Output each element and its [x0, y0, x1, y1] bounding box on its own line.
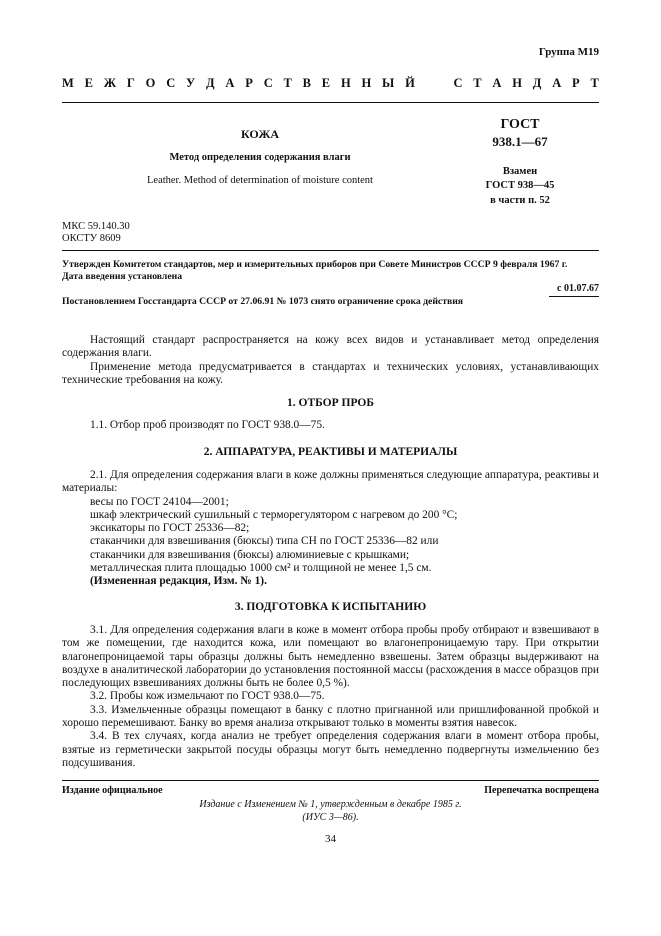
section-heading: 1. ОТБОР ПРОБ — [287, 397, 374, 409]
section-2 — [62, 469, 599, 589]
banner-letter: Й — [405, 76, 415, 90]
replaces-standard: ГОСТ 938—45 — [485, 180, 555, 191]
section-heading: 3. ПОДГОТОВКА К ИСПЫТАНИЮ — [234, 601, 427, 613]
banner-letter: С — [453, 76, 463, 90]
banner-letter: В — [302, 76, 311, 90]
banner-letter: О — [145, 76, 156, 90]
official-edition: Издание официальное — [62, 785, 163, 796]
banner-letter: Р — [572, 76, 580, 90]
banner-letter: Е — [84, 76, 93, 90]
english-title: Leather. Method of determination of moisture content — [147, 175, 373, 186]
edition-note: Издание с Изменением № 1, утвержденным в декабре 1985 г. — [199, 799, 462, 810]
banner-letter: А — [492, 76, 502, 90]
banner-gap — [426, 76, 429, 91]
list-item: стаканчики для взвешивания (бюксы) типа СН по ГОСТ 25336—82 или — [90, 535, 439, 548]
clause-paragraph: 2.1. Для определения содержания влаги в коже должны применяться следующие аппаратура, реактивы и материалы: — [62, 469, 599, 495]
banner-letter: А — [225, 76, 235, 90]
banner-letter: Н — [512, 76, 522, 90]
intro-date-label: Дата введения установлена — [62, 271, 183, 282]
clause-paragraph: 3.4. В тех случаях, когда анализ не требует определения содержания влаги в момент отбора пробы, взятые из герметически закрытой посуды образцы могут быть немедленно подвергнуты измельчению без подсушивания. — [62, 730, 599, 769]
banner-letter: А — [552, 76, 562, 90]
banner-letter: Ж — [103, 76, 117, 90]
list-item: шкаф электрический сушильный с терморегулятором с нагревом до 200 °С; — [90, 508, 458, 521]
group-code: Группа М19 — [538, 46, 599, 58]
intro-paragraph: Настоящий стандарт распространяется на кожу всех видов и устанавливает метод определения содержания влаги. — [62, 334, 599, 360]
amendment-note: (Измененная редакция, Изм. № 1). — [90, 575, 267, 588]
replaces-label: Взамен — [502, 166, 538, 177]
approval-divider — [62, 250, 599, 251]
banner-letter: Е — [321, 76, 331, 90]
standard-type-text — [62, 76, 599, 91]
edition-note-ref: (ИУС 3—86). — [302, 812, 359, 823]
intro-paragraph: Применение метода предусматривается в стандартах и технических условиях, устанавливающих технические требования на кожу. — [62, 360, 599, 386]
replaces-clause: в части п. 52 — [490, 195, 550, 206]
clause-paragraph: 1.1. Отбор проб производят по ГОСТ 938.0—75. — [90, 419, 325, 431]
banner-letter: С — [263, 76, 273, 90]
approval-line: Утвержден Комитетом стандартов, мер и измерительных приборов при Совете Министров СССР 9 февраля 1967 г. — [62, 259, 568, 270]
gost-number: 938.1—67 — [492, 134, 548, 149]
date-underline — [549, 296, 599, 297]
banner-letter: Р — [245, 76, 253, 90]
standard-type-banner — [62, 76, 599, 91]
document-subtitle: Метод определения содержания влаги — [169, 152, 351, 163]
banner-letter: Н — [340, 76, 351, 90]
gost-label: ГОСТ — [500, 117, 540, 132]
banner-letter: Т — [473, 76, 482, 90]
section-3 — [62, 624, 599, 770]
clause-paragraph: 3.2. Пробы кож измельчают по ГОСТ 938.0—75. — [90, 690, 325, 703]
banner-letter: С — [166, 76, 176, 90]
banner-letter: Д — [532, 76, 542, 90]
banner-letter: Н — [361, 76, 372, 90]
banner-letter: Г — [126, 76, 135, 90]
list-item: эксикаторы по ГОСТ 25336—82; — [90, 522, 250, 535]
banner-gap — [440, 76, 443, 91]
mks-code: МКС 59.140.30 — [62, 221, 130, 232]
limitation-line: Постановлением Госстандарта СССР от 27.06.91 № 1073 снято ограничение срока действия — [62, 296, 464, 307]
clause-paragraph: 3.3. Измельченные образцы помещают в банку с плотно пригнанной или пришлифованной пробкой и хорошо перемешивают. Банку во время анализа открывают только в моменты взятия навесок. — [62, 703, 599, 730]
intro-date: с 01.07.67 — [557, 283, 599, 294]
list-item: стаканчики для взвешивания (бюксы) алюминиевые с крышками; — [90, 548, 410, 561]
footer-divider — [62, 780, 599, 781]
section-1 — [62, 419, 599, 432]
list-item: весы по ГОСТ 24104—2001; — [90, 495, 229, 508]
intro-section — [62, 334, 599, 387]
list-item: металлическая плита площадью 1000 см² и толщиной не менее 1,5 см. — [90, 562, 432, 575]
okstu-code: ОКСТУ 8609 — [62, 233, 121, 244]
banner-letter: Т — [283, 76, 292, 90]
banner-letter: М — [62, 76, 74, 90]
reprint-notice: Перепечатка воспрещена — [484, 785, 599, 796]
document-title: КОЖА — [241, 127, 279, 141]
banner-letter: Ы — [382, 76, 395, 90]
banner-letter: Д — [206, 76, 215, 90]
header-divider — [62, 102, 599, 103]
section-heading: 2. АППАРАТУРА, РЕАКТИВЫ И МАТЕРИАЛЫ — [203, 446, 458, 458]
banner-letter: Т — [590, 76, 599, 90]
clause-paragraph: 3.1. Для определения содержания влаги в коже в момент отбора пробы пробу отбирают и взвешивают в том же помещении, где находится кожа, или помещают во влагонепроницаемую тару. При открытии влагонепроницаемой тары образцы должны быть немедленно взвешены. Затем образцы выдерживают на воздухе в аналитической лаборатории до установления постоянной массы (расхождения в массе образцов при последующих взвешиваниях должны быть не более 0,5 %). — [62, 624, 599, 690]
banner-letter: У — [186, 76, 196, 90]
page-number: 34 — [325, 833, 336, 845]
